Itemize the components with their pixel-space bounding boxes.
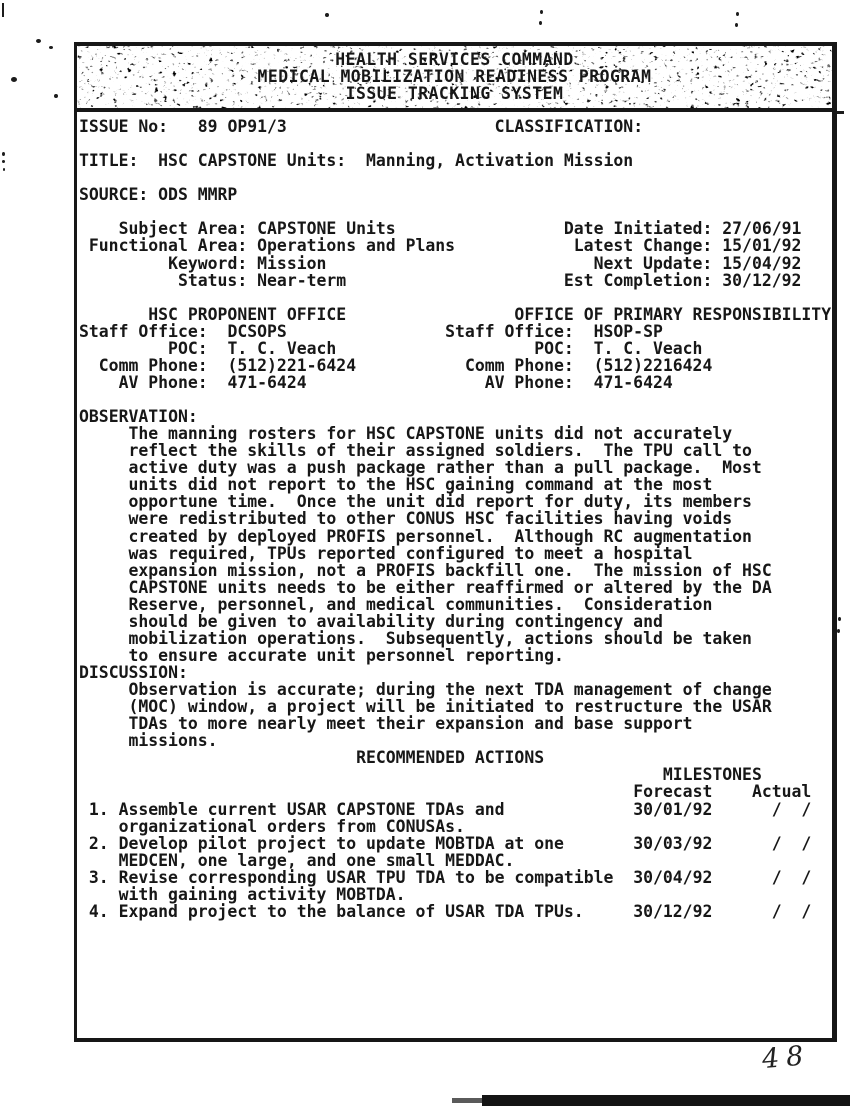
av-phone-label: AV Phone: bbox=[118, 372, 208, 392]
status-value: Near-term bbox=[257, 270, 347, 290]
scan-speck bbox=[838, 617, 841, 621]
action-actual-slashes: / / bbox=[771, 833, 812, 853]
subject-area-label: Subject Area: bbox=[118, 219, 248, 239]
meta-row bbox=[79, 272, 832, 289]
observation-text-line: should be given to availability during contingency and bbox=[128, 611, 663, 631]
action-number: 2. bbox=[88, 833, 109, 853]
document-body bbox=[77, 112, 832, 920]
action-item-row bbox=[79, 869, 832, 886]
scan-speck bbox=[2, 152, 5, 156]
poc-value: T. C. Veach bbox=[227, 338, 337, 358]
action-text: Develop pilot project to update MOBTDA at one bbox=[118, 833, 564, 853]
primary-responsibility-heading: OFFICE OF PRIMARY RESPONSIBILITY bbox=[514, 304, 832, 324]
actual-column-header: Actual bbox=[751, 782, 812, 802]
banner-line-system: ISSUE TRACKING SYSTEM bbox=[345, 84, 564, 104]
action-number: 1. bbox=[88, 799, 109, 819]
scan-speck bbox=[735, 23, 738, 27]
discussion-text-line: (MOC) window, a project will be initiated to restructure the USAR bbox=[128, 697, 772, 717]
office-row bbox=[79, 357, 832, 374]
comm-phone-label: Comm Phone: bbox=[98, 355, 208, 375]
office-headings bbox=[79, 306, 832, 323]
est-completion-label: Est Completion: bbox=[563, 270, 713, 290]
scan-speck bbox=[540, 10, 543, 14]
observation-text-line: CAPSTONE units needs to be either reaffirmed or altered by the DA bbox=[128, 577, 772, 597]
action-forecast-date: 30/01/92 bbox=[633, 799, 713, 819]
observation-text-line: active duty was a push package rather than a pull package. Most bbox=[128, 458, 762, 478]
observation-text-line: reflect the skills of their assigned soldiers. The TPU call to bbox=[128, 441, 752, 461]
action-forecast-date: 30/12/92 bbox=[633, 901, 713, 921]
office-row bbox=[79, 374, 832, 391]
handwritten-page-number: 48 bbox=[760, 1039, 812, 1076]
issue-line bbox=[79, 118, 832, 135]
scan-speck bbox=[325, 13, 329, 17]
title-value: HSC CAPSTONE Units: Manning, Activation Mission bbox=[158, 151, 634, 171]
functional-area-value: Operations and Plans bbox=[257, 236, 456, 256]
est-completion-value: 30/12/92 bbox=[722, 270, 802, 290]
forecast-column-header: Forecast bbox=[633, 782, 713, 802]
action-number: 4. bbox=[88, 901, 109, 921]
av-phone-value: 471-6424 bbox=[593, 372, 673, 392]
staff-office-value: DCSOPS bbox=[227, 321, 287, 341]
comm-phone-value: (512)2216424 bbox=[593, 355, 713, 375]
action-item-row bbox=[79, 835, 832, 852]
scan-speck bbox=[49, 46, 53, 49]
source-label: SOURCE: bbox=[79, 185, 149, 205]
banner-line-command: HEALTH SERVICES COMMAND bbox=[335, 50, 574, 69]
recommended-actions-heading-line bbox=[79, 749, 832, 766]
document-border-box bbox=[74, 42, 837, 1042]
observation-text-line: opportune time. Once the unit did report for duty, its members bbox=[128, 492, 752, 512]
latest-change-value: 15/01/92 bbox=[722, 236, 802, 256]
action-text: MEDCEN, one large, and one small MEDDAC. bbox=[118, 850, 515, 870]
discussion-text-line: Observation is accurate; during the next TDA management of change bbox=[128, 680, 772, 700]
functional-area-label: Functional Area: bbox=[88, 236, 248, 256]
observation-text-line: created by deployed PROFIS personnel. Although RC augmentation bbox=[128, 526, 752, 546]
next-update-label: Next Update: bbox=[593, 253, 713, 273]
blank-line bbox=[79, 169, 832, 186]
discussion-heading: DISCUSSION: bbox=[79, 663, 188, 682]
comm-phone-value: (512)221-6424 bbox=[227, 355, 357, 375]
observation-text-line: Reserve, personnel, and medical communities. Consideration bbox=[128, 594, 713, 614]
staff-office-label: Staff Office: bbox=[78, 321, 208, 341]
source-line bbox=[79, 186, 832, 203]
action-actual-slashes: / / bbox=[771, 799, 812, 819]
observation-text-line: mobilization operations. Subsequently, actions should be taken bbox=[128, 628, 752, 648]
comm-phone-label: Comm Phone: bbox=[464, 355, 574, 375]
document-header-banner bbox=[77, 46, 832, 112]
blank-line bbox=[79, 203, 832, 220]
latest-change-label: Latest Change: bbox=[573, 236, 713, 256]
action-forecast-date: 30/03/92 bbox=[633, 833, 713, 853]
next-update-value: 15/04/92 bbox=[722, 253, 802, 273]
discussion-text-line: missions. bbox=[128, 731, 218, 751]
scan-speck bbox=[837, 629, 840, 633]
discussion-text-line: TDAs to more nearly meet their expansion and base support bbox=[128, 714, 693, 734]
classification-label: CLASSIFICATION: bbox=[494, 117, 644, 136]
blank-line bbox=[79, 135, 832, 152]
action-text: Revise corresponding USAR TPU TDA to be compatible bbox=[118, 867, 614, 887]
office-row bbox=[79, 340, 832, 357]
meta-row bbox=[79, 237, 832, 254]
scan-speck bbox=[539, 21, 542, 25]
blank-line bbox=[79, 391, 832, 408]
scan-speck bbox=[36, 39, 41, 43]
poc-value: T. C. Veach bbox=[593, 338, 703, 358]
action-text: Expand project to the balance of USAR TDA TPUs. bbox=[118, 901, 584, 921]
action-item-row bbox=[79, 801, 832, 818]
av-phone-value: 471-6424 bbox=[227, 372, 307, 392]
scan-artifact-band bbox=[452, 1098, 482, 1103]
title-line bbox=[79, 152, 832, 169]
scan-speck bbox=[3, 168, 5, 171]
title-label: TITLE: bbox=[79, 151, 139, 171]
action-text: with gaining activity MOBTDA. bbox=[118, 884, 406, 904]
blank-line bbox=[79, 289, 832, 306]
poc-label: POC: bbox=[534, 338, 574, 358]
action-item-continuation bbox=[79, 886, 832, 903]
action-text: organizational orders from CONUSAs. bbox=[118, 816, 465, 836]
banner-line-program: MEDICAL MOBILIZATION READINESS PROGRAM bbox=[257, 67, 652, 87]
meta-row bbox=[79, 255, 832, 272]
observation-text-line: The manning rosters for HSC CAPSTONE units did not accurately bbox=[128, 424, 733, 444]
issue-no-label: ISSUE No: bbox=[79, 117, 169, 136]
keyword-label: Keyword: bbox=[168, 253, 248, 273]
observation-text-line: was required, TPUs reported configured to meet a hospital bbox=[128, 543, 693, 563]
observation-text-line: were redistributed to other CONUS HSC facilities having voids bbox=[128, 509, 733, 529]
scan-speck bbox=[736, 12, 739, 16]
observation-heading: OBSERVATION: bbox=[79, 407, 198, 427]
scan-speck bbox=[11, 77, 17, 82]
action-actual-slashes: / / bbox=[771, 901, 812, 921]
subject-area-value: CAPSTONE Units bbox=[257, 219, 396, 239]
action-item-continuation bbox=[79, 818, 832, 835]
milestones-heading: MILESTONES bbox=[662, 765, 762, 785]
keyword-value: Mission bbox=[257, 253, 327, 273]
date-initiated-label: Date Initiated: bbox=[563, 219, 713, 239]
action-forecast-date: 30/04/92 bbox=[633, 867, 713, 887]
poc-label: POC: bbox=[168, 338, 208, 358]
scan-speck bbox=[2, 160, 5, 163]
observation-text-line: expansion mission, not a PROFIS backfill one. The mission of HSC bbox=[128, 560, 772, 580]
action-number: 3. bbox=[88, 867, 109, 887]
action-actual-slashes: / / bbox=[771, 867, 812, 887]
scan-speck bbox=[2, 3, 4, 17]
banner-text bbox=[77, 46, 832, 103]
office-row bbox=[79, 323, 832, 340]
staff-office-value: HSOP-SP bbox=[593, 321, 663, 341]
status-label: Status: bbox=[177, 270, 248, 290]
observation-text-line: units did not report to the HSC gaining command at the most bbox=[128, 475, 713, 495]
scan-speck bbox=[54, 94, 58, 98]
issue-no-value: 89 OP91/3 bbox=[197, 117, 287, 136]
milestones-column-headers bbox=[79, 783, 832, 800]
scan-artifact-band bbox=[482, 1095, 850, 1106]
av-phone-label: AV Phone: bbox=[484, 372, 574, 392]
proponent-office-heading: HSC PROPONENT OFFICE bbox=[148, 304, 347, 324]
observation-text-line: to ensure accurate unit personnel reporting. bbox=[128, 645, 564, 665]
meta-row bbox=[79, 220, 832, 237]
date-initiated-value: 27/06/91 bbox=[722, 219, 802, 239]
action-item-continuation bbox=[79, 852, 832, 869]
action-text: Assemble current USAR CAPSTONE TDAs and bbox=[118, 799, 505, 819]
action-item-row bbox=[79, 903, 832, 920]
source-value: ODS MMRP bbox=[158, 185, 238, 205]
staff-office-label: Staff Office: bbox=[445, 321, 574, 341]
recommended-actions-heading: RECOMMENDED ACTIONS bbox=[356, 748, 545, 768]
milestones-heading-line bbox=[79, 766, 832, 783]
